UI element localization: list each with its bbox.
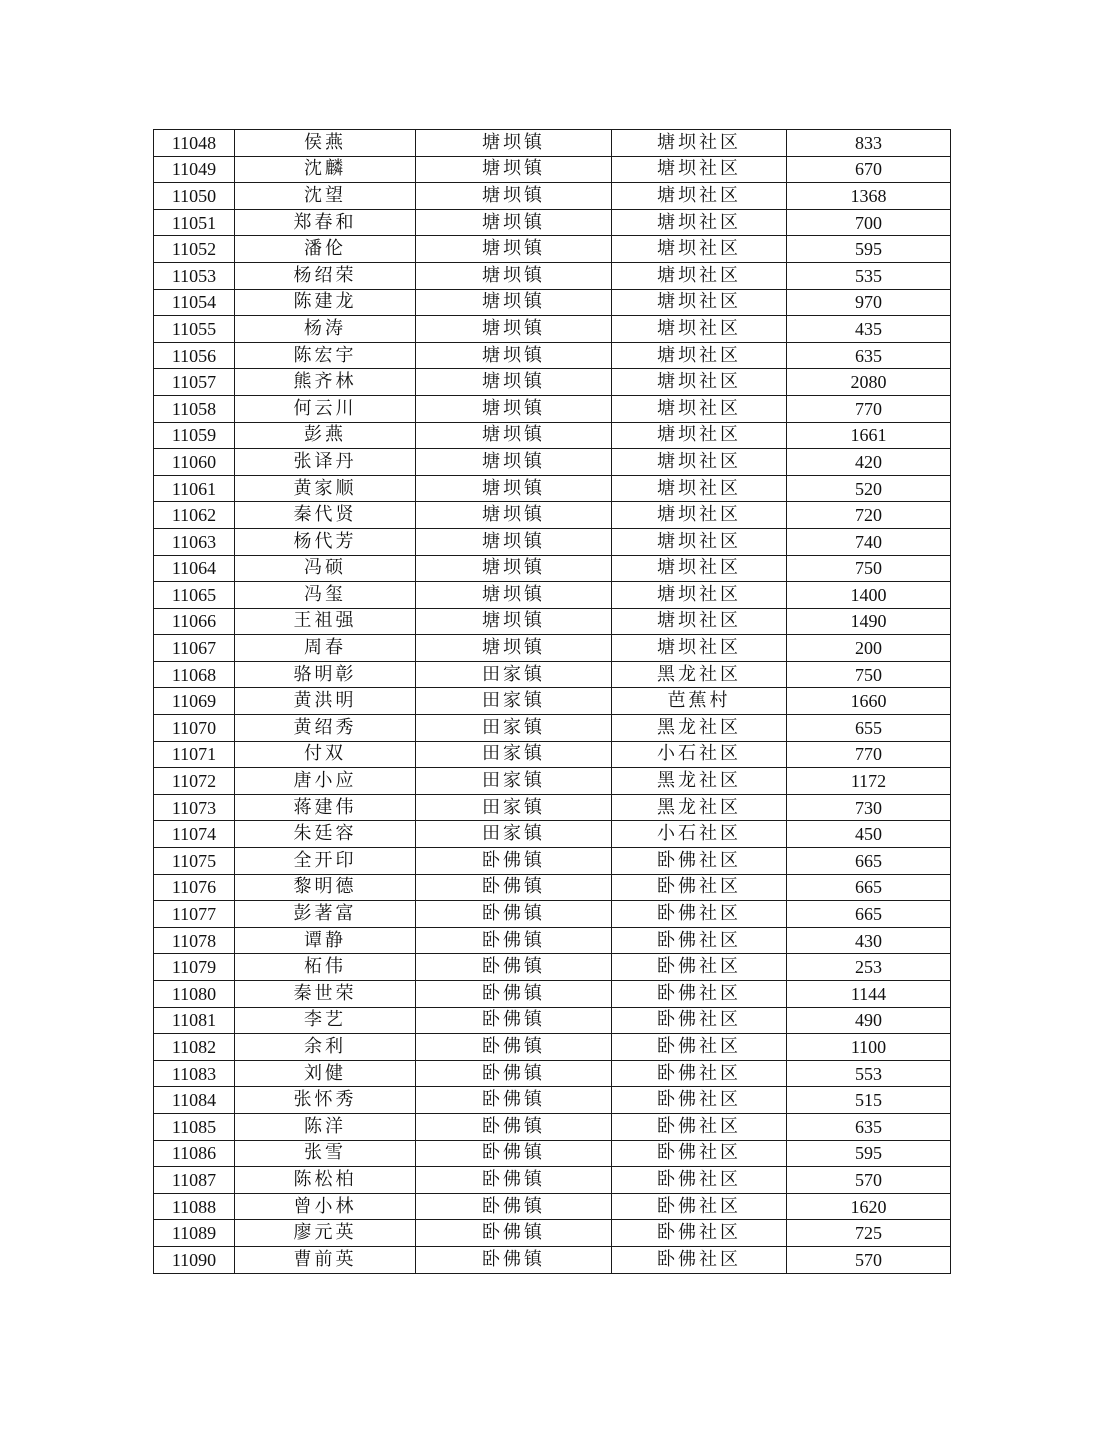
person-name-cell: 杨代芳	[235, 528, 416, 555]
person-name-cell: 侯燕	[235, 130, 416, 157]
town-cell: 卧佛镇	[416, 954, 612, 981]
amount-cell: 570	[787, 1167, 951, 1194]
person-name-cell: 何云川	[235, 395, 416, 422]
amount-cell: 553	[787, 1060, 951, 1087]
table-row	[154, 821, 951, 848]
amount-cell: 655	[787, 715, 951, 742]
table-row	[154, 635, 951, 662]
person-name-cell: 张译丹	[235, 449, 416, 476]
town-cell: 卧佛镇	[416, 1193, 612, 1220]
village-cell: 塘坝社区	[612, 236, 787, 263]
person-name-cell: 张雪	[235, 1140, 416, 1167]
row-number-cell: 11052	[154, 236, 235, 263]
table-row	[154, 130, 951, 157]
amount-cell: 200	[787, 635, 951, 662]
village-cell: 塘坝社区	[612, 635, 787, 662]
town-cell: 塘坝镇	[416, 395, 612, 422]
village-cell: 卧佛社区	[612, 927, 787, 954]
amount-cell: 665	[787, 848, 951, 875]
table-row	[154, 901, 951, 928]
row-number-cell: 11085	[154, 1113, 235, 1140]
person-name-cell: 柘伟	[235, 954, 416, 981]
person-name-cell: 黄绍秀	[235, 715, 416, 742]
town-cell: 卧佛镇	[416, 874, 612, 901]
village-cell: 塘坝社区	[612, 395, 787, 422]
table-row	[154, 369, 951, 396]
amount-cell: 1100	[787, 1034, 951, 1061]
village-cell: 卧佛社区	[612, 1087, 787, 1114]
amount-cell: 490	[787, 1007, 951, 1034]
person-name-cell: 骆明彰	[235, 661, 416, 688]
row-number-cell: 11084	[154, 1087, 235, 1114]
row-number-cell: 11072	[154, 768, 235, 795]
amount-cell: 1368	[787, 183, 951, 210]
village-cell: 塘坝社区	[612, 449, 787, 476]
amount-cell: 1144	[787, 981, 951, 1008]
person-name-cell: 潘伦	[235, 236, 416, 263]
town-cell: 卧佛镇	[416, 1087, 612, 1114]
amount-cell: 450	[787, 821, 951, 848]
village-cell: 卧佛社区	[612, 981, 787, 1008]
row-number-cell: 11063	[154, 528, 235, 555]
row-number-cell: 11087	[154, 1167, 235, 1194]
village-cell: 塘坝社区	[612, 582, 787, 609]
person-name-cell: 付双	[235, 741, 416, 768]
row-number-cell: 11068	[154, 661, 235, 688]
row-number-cell: 11059	[154, 422, 235, 449]
town-cell: 卧佛镇	[416, 1220, 612, 1247]
village-cell: 小石社区	[612, 821, 787, 848]
person-name-cell: 周春	[235, 635, 416, 662]
amount-cell: 720	[787, 502, 951, 529]
person-name-cell: 全开印	[235, 848, 416, 875]
person-name-cell: 陈建龙	[235, 289, 416, 316]
village-cell: 卧佛社区	[612, 1060, 787, 1087]
person-name-cell: 陈洋	[235, 1113, 416, 1140]
row-number-cell: 11070	[154, 715, 235, 742]
person-name-cell: 王祖强	[235, 608, 416, 635]
amount-cell: 535	[787, 262, 951, 289]
person-name-cell: 廖元英	[235, 1220, 416, 1247]
person-name-cell: 谭静	[235, 927, 416, 954]
row-number-cell: 11083	[154, 1060, 235, 1087]
table-row	[154, 236, 951, 263]
town-cell: 塘坝镇	[416, 449, 612, 476]
town-cell: 田家镇	[416, 794, 612, 821]
village-cell: 塘坝社区	[612, 130, 787, 157]
person-name-cell: 唐小应	[235, 768, 416, 795]
person-name-cell: 秦代贤	[235, 502, 416, 529]
table-row	[154, 608, 951, 635]
amount-cell: 665	[787, 901, 951, 928]
town-cell: 卧佛镇	[416, 1167, 612, 1194]
amount-cell: 1400	[787, 582, 951, 609]
row-number-cell: 11090	[154, 1246, 235, 1273]
row-number-cell: 11089	[154, 1220, 235, 1247]
table-row	[154, 502, 951, 529]
row-number-cell: 11058	[154, 395, 235, 422]
town-cell: 塘坝镇	[416, 289, 612, 316]
town-cell: 卧佛镇	[416, 927, 612, 954]
village-cell: 卧佛社区	[612, 1220, 787, 1247]
person-name-cell: 曾小林	[235, 1193, 416, 1220]
person-name-cell: 熊齐林	[235, 369, 416, 396]
amount-cell: 420	[787, 449, 951, 476]
person-name-cell: 陈松柏	[235, 1167, 416, 1194]
village-cell: 塘坝社区	[612, 502, 787, 529]
town-cell: 卧佛镇	[416, 1060, 612, 1087]
table-row	[154, 1113, 951, 1140]
town-cell: 卧佛镇	[416, 1007, 612, 1034]
row-number-cell: 11056	[154, 342, 235, 369]
village-cell: 芭蕉村	[612, 688, 787, 715]
town-cell: 塘坝镇	[416, 342, 612, 369]
amount-cell: 515	[787, 1087, 951, 1114]
table-row	[154, 1220, 951, 1247]
amount-cell: 520	[787, 475, 951, 502]
amount-cell: 833	[787, 130, 951, 157]
person-name-cell: 黎明德	[235, 874, 416, 901]
person-name-cell: 黄家顺	[235, 475, 416, 502]
town-cell: 卧佛镇	[416, 901, 612, 928]
town-cell: 卧佛镇	[416, 1140, 612, 1167]
person-name-cell: 冯硕	[235, 555, 416, 582]
village-cell: 卧佛社区	[612, 901, 787, 928]
amount-cell: 430	[787, 927, 951, 954]
village-cell: 塘坝社区	[612, 209, 787, 236]
table-row	[154, 209, 951, 236]
town-cell: 塘坝镇	[416, 236, 612, 263]
town-cell: 塘坝镇	[416, 262, 612, 289]
table-row	[154, 741, 951, 768]
table-row	[154, 289, 951, 316]
village-cell: 黑龙社区	[612, 794, 787, 821]
person-name-cell: 冯玺	[235, 582, 416, 609]
roster-table-body	[154, 130, 951, 1274]
person-name-cell: 刘健	[235, 1060, 416, 1087]
town-cell: 卧佛镇	[416, 1034, 612, 1061]
amount-cell: 750	[787, 555, 951, 582]
town-cell: 田家镇	[416, 688, 612, 715]
person-name-cell: 彭燕	[235, 422, 416, 449]
town-cell: 卧佛镇	[416, 1246, 612, 1273]
person-name-cell: 蒋建伟	[235, 794, 416, 821]
row-number-cell: 11077	[154, 901, 235, 928]
village-cell: 卧佛社区	[612, 1007, 787, 1034]
person-name-cell: 秦世荣	[235, 981, 416, 1008]
village-cell: 卧佛社区	[612, 1034, 787, 1061]
village-cell: 塘坝社区	[612, 555, 787, 582]
row-number-cell: 11061	[154, 475, 235, 502]
table-row	[154, 688, 951, 715]
table-row	[154, 528, 951, 555]
table-row	[154, 1167, 951, 1194]
village-cell: 塘坝社区	[612, 528, 787, 555]
table-row	[154, 661, 951, 688]
table-row	[154, 1246, 951, 1273]
table-row	[154, 262, 951, 289]
table-row	[154, 1193, 951, 1220]
row-number-cell: 11067	[154, 635, 235, 662]
village-cell: 卧佛社区	[612, 874, 787, 901]
amount-cell: 1620	[787, 1193, 951, 1220]
person-name-cell: 张怀秀	[235, 1087, 416, 1114]
town-cell: 塘坝镇	[416, 156, 612, 183]
row-number-cell: 11073	[154, 794, 235, 821]
village-cell: 塘坝社区	[612, 183, 787, 210]
row-number-cell: 11060	[154, 449, 235, 476]
table-row	[154, 183, 951, 210]
table-row	[154, 449, 951, 476]
town-cell: 卧佛镇	[416, 1113, 612, 1140]
row-number-cell: 11048	[154, 130, 235, 157]
town-cell: 田家镇	[416, 821, 612, 848]
town-cell: 卧佛镇	[416, 981, 612, 1008]
table-row	[154, 715, 951, 742]
town-cell: 塘坝镇	[416, 130, 612, 157]
town-cell: 塘坝镇	[416, 608, 612, 635]
village-cell: 塘坝社区	[612, 262, 787, 289]
town-cell: 田家镇	[416, 768, 612, 795]
amount-cell: 595	[787, 236, 951, 263]
row-number-cell: 11062	[154, 502, 235, 529]
town-cell: 卧佛镇	[416, 848, 612, 875]
table-row	[154, 1060, 951, 1087]
table-row	[154, 582, 951, 609]
row-number-cell: 11071	[154, 741, 235, 768]
person-name-cell: 沈望	[235, 183, 416, 210]
village-cell: 塘坝社区	[612, 342, 787, 369]
village-cell: 塘坝社区	[612, 316, 787, 343]
table-row	[154, 395, 951, 422]
village-cell: 塘坝社区	[612, 156, 787, 183]
row-number-cell: 11055	[154, 316, 235, 343]
village-cell: 卧佛社区	[612, 1246, 787, 1273]
village-cell: 卧佛社区	[612, 1140, 787, 1167]
table-row	[154, 981, 951, 1008]
row-number-cell: 11080	[154, 981, 235, 1008]
roster-table	[153, 129, 951, 1274]
table-row	[154, 475, 951, 502]
row-number-cell: 11086	[154, 1140, 235, 1167]
town-cell: 塘坝镇	[416, 502, 612, 529]
person-name-cell: 杨绍荣	[235, 262, 416, 289]
table-row	[154, 874, 951, 901]
amount-cell: 635	[787, 342, 951, 369]
row-number-cell: 11074	[154, 821, 235, 848]
village-cell: 塘坝社区	[612, 422, 787, 449]
row-number-cell: 11078	[154, 927, 235, 954]
amount-cell: 770	[787, 741, 951, 768]
town-cell: 田家镇	[416, 715, 612, 742]
town-cell: 塘坝镇	[416, 422, 612, 449]
village-cell: 卧佛社区	[612, 1113, 787, 1140]
row-number-cell: 11079	[154, 954, 235, 981]
row-number-cell: 11066	[154, 608, 235, 635]
village-cell: 黑龙社区	[612, 715, 787, 742]
village-cell: 卧佛社区	[612, 1193, 787, 1220]
row-number-cell: 11069	[154, 688, 235, 715]
amount-cell: 635	[787, 1113, 951, 1140]
amount-cell: 253	[787, 954, 951, 981]
town-cell: 塘坝镇	[416, 183, 612, 210]
table-row	[154, 156, 951, 183]
row-number-cell: 11081	[154, 1007, 235, 1034]
town-cell: 塘坝镇	[416, 582, 612, 609]
row-number-cell: 11064	[154, 555, 235, 582]
amount-cell: 670	[787, 156, 951, 183]
village-cell: 卧佛社区	[612, 954, 787, 981]
table-row	[154, 422, 951, 449]
person-name-cell: 余利	[235, 1034, 416, 1061]
person-name-cell: 沈麟	[235, 156, 416, 183]
table-row	[154, 768, 951, 795]
town-cell: 塘坝镇	[416, 528, 612, 555]
village-cell: 塘坝社区	[612, 608, 787, 635]
person-name-cell: 郑春和	[235, 209, 416, 236]
amount-cell: 730	[787, 794, 951, 821]
table-row	[154, 1140, 951, 1167]
table-row	[154, 848, 951, 875]
person-name-cell: 陈宏宇	[235, 342, 416, 369]
amount-cell: 770	[787, 395, 951, 422]
village-cell: 小石社区	[612, 741, 787, 768]
row-number-cell: 11075	[154, 848, 235, 875]
town-cell: 塘坝镇	[416, 209, 612, 236]
amount-cell: 665	[787, 874, 951, 901]
person-name-cell: 朱廷容	[235, 821, 416, 848]
amount-cell: 740	[787, 528, 951, 555]
row-number-cell: 11053	[154, 262, 235, 289]
amount-cell: 700	[787, 209, 951, 236]
person-name-cell: 黄洪明	[235, 688, 416, 715]
village-cell: 卧佛社区	[612, 1167, 787, 1194]
row-number-cell: 11065	[154, 582, 235, 609]
row-number-cell: 11054	[154, 289, 235, 316]
amount-cell: 750	[787, 661, 951, 688]
town-cell: 塘坝镇	[416, 369, 612, 396]
town-cell: 塘坝镇	[416, 635, 612, 662]
amount-cell: 1660	[787, 688, 951, 715]
amount-cell: 725	[787, 1220, 951, 1247]
table-row	[154, 316, 951, 343]
row-number-cell: 11076	[154, 874, 235, 901]
person-name-cell: 杨涛	[235, 316, 416, 343]
table-row	[154, 954, 951, 981]
amount-cell: 435	[787, 316, 951, 343]
table-row	[154, 1087, 951, 1114]
village-cell: 塘坝社区	[612, 289, 787, 316]
town-cell: 塘坝镇	[416, 316, 612, 343]
row-number-cell: 11049	[154, 156, 235, 183]
village-cell: 黑龙社区	[612, 661, 787, 688]
town-cell: 塘坝镇	[416, 475, 612, 502]
amount-cell: 2080	[787, 369, 951, 396]
amount-cell: 595	[787, 1140, 951, 1167]
table-row	[154, 342, 951, 369]
amount-cell: 570	[787, 1246, 951, 1273]
row-number-cell: 11051	[154, 209, 235, 236]
table-row	[154, 794, 951, 821]
row-number-cell: 11050	[154, 183, 235, 210]
town-cell: 田家镇	[416, 661, 612, 688]
village-cell: 塘坝社区	[612, 475, 787, 502]
table-row	[154, 1034, 951, 1061]
person-name-cell: 曹前英	[235, 1246, 416, 1273]
village-cell: 塘坝社区	[612, 369, 787, 396]
table-row	[154, 1007, 951, 1034]
table-row	[154, 927, 951, 954]
amount-cell: 970	[787, 289, 951, 316]
amount-cell: 1490	[787, 608, 951, 635]
row-number-cell: 11082	[154, 1034, 235, 1061]
person-name-cell: 彭著富	[235, 901, 416, 928]
person-name-cell: 李艺	[235, 1007, 416, 1034]
village-cell: 卧佛社区	[612, 848, 787, 875]
row-number-cell: 11088	[154, 1193, 235, 1220]
town-cell: 田家镇	[416, 741, 612, 768]
row-number-cell: 11057	[154, 369, 235, 396]
amount-cell: 1661	[787, 422, 951, 449]
village-cell: 黑龙社区	[612, 768, 787, 795]
table-row	[154, 555, 951, 582]
amount-cell: 1172	[787, 768, 951, 795]
town-cell: 塘坝镇	[416, 555, 612, 582]
